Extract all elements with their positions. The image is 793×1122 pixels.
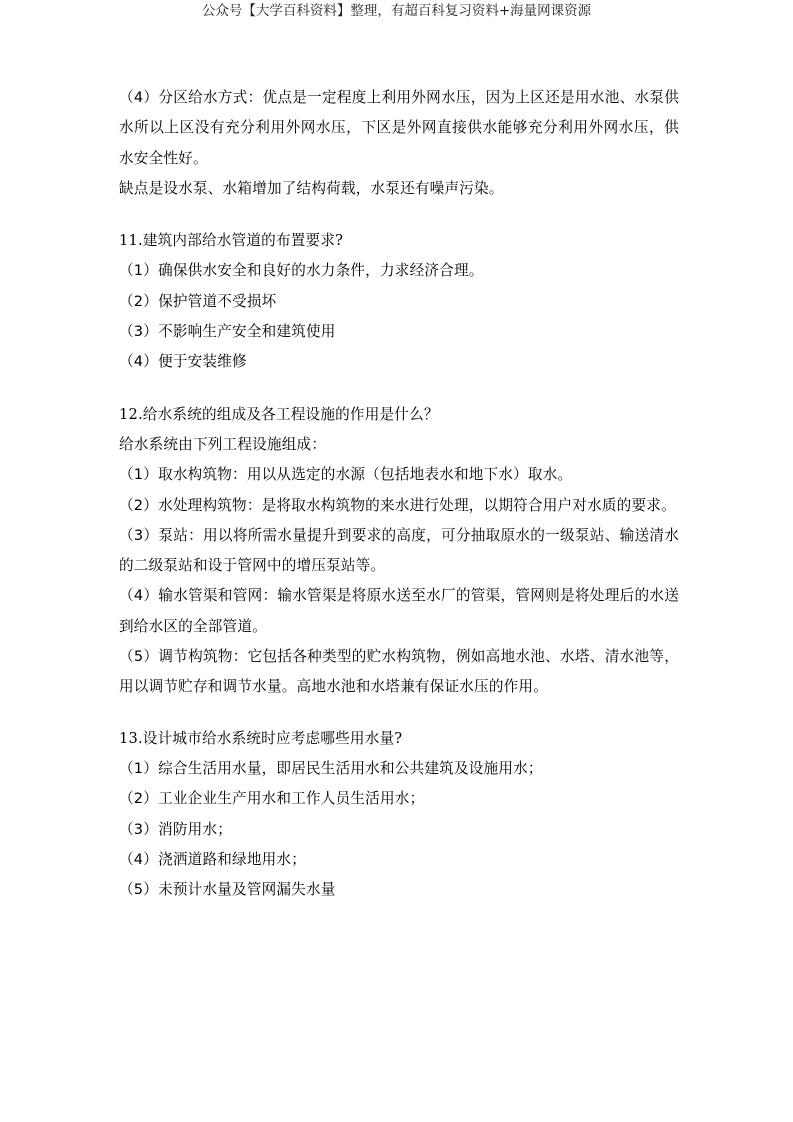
list-item: （1）确保供水安全和良好的水力条件，力求经济合理。 — [119, 262, 484, 280]
list-item: （2）保护管道不受损坏 — [119, 292, 277, 310]
question-12: 12.给水系统的组成及各工程设施的作用是什么？ — [119, 405, 439, 423]
list-item: （4）浇洒道路和绿地用水； — [119, 850, 307, 868]
list-item: （3）泵站：用以将所需水量提升到要求的高度，可分抽取原水的一级泵站、输送清水的二级泵站和设于管网中的增压泵站等。 — [119, 526, 679, 575]
question-11: 11.建筑内部给水管道的布置要求? — [119, 232, 344, 250]
document-body — [119, 83, 679, 905]
page-header: 公众号【大学百科资料】整理，有超百科复习资料+海量网课资源 — [201, 3, 592, 19]
list-item: （4）便于安装维修 — [119, 353, 247, 371]
list-item: （2）工业企业生产用水和工作人员生活用水； — [119, 790, 425, 808]
paragraph-item-4: （4）分区给水方式：优点是一定程度上利用外网水压，因为上区还是用水池、水泵供水所以上区没有充分利用外网水压，下区是外网直接供水能够充分利用外网水压，供水安全性好。 — [119, 89, 679, 167]
list-item: （3）消防用水； — [119, 820, 233, 838]
list-item: （5）未预计水量及管网漏失水量 — [119, 881, 336, 899]
list-item: （3）不影响生产安全和建筑使用 — [119, 323, 336, 341]
list-item: （2）水处理构筑物：是将取水构筑物的来水进行处理，以期符合用户对水质的要求。 — [119, 496, 676, 514]
section-11 — [119, 226, 679, 377]
section-intro: 给水系统由下列工程设施组成： — [119, 435, 327, 453]
section-12 — [119, 400, 679, 703]
list-item: （5）调节构筑物：它包括各种类型的贮水构筑物，例如高地水池、水塔、清水池等，用以调节贮存和调节水量。高地水池和水塔兼有保证水压的作用。 — [119, 648, 679, 696]
question-13: 13.设计城市给水系统时应考虑哪些用水量? — [119, 729, 403, 747]
section-10-tail — [119, 83, 679, 204]
section-13 — [119, 724, 679, 906]
list-item: （4）输水管渠和管网：输水管渠是将原水送至水厂的管渠，管网则是将处理后的水送到给水区的全部管道。 — [119, 587, 679, 635]
list-item: （1）取水构筑物：用以从选定的水源（包括地表水和地下水）取水。 — [119, 466, 573, 484]
paragraph-cons: 缺点是设水泵、水箱增加了结构荷载，水泵还有噪声污染。 — [119, 179, 504, 197]
list-item: （1）综合生活用水量，即居民生活用水和公共建筑及设施用水； — [119, 759, 543, 777]
